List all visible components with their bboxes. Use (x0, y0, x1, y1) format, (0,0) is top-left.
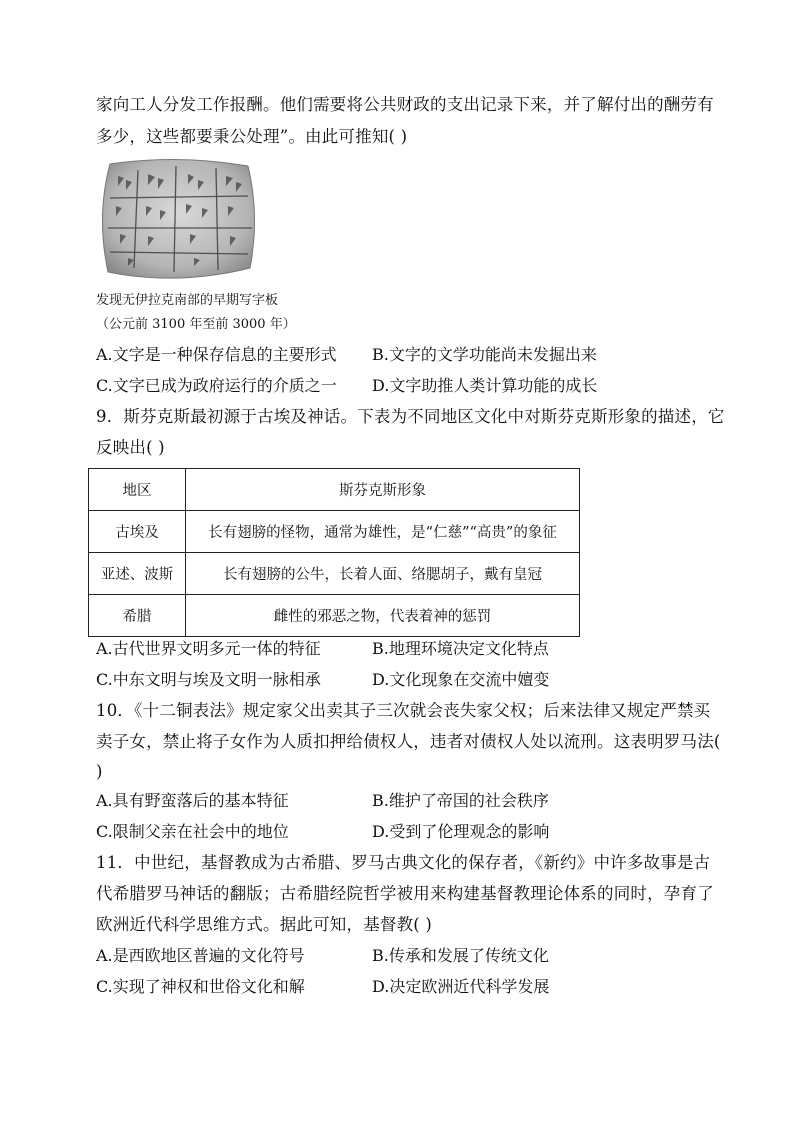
sphinx-table (88, 468, 580, 637)
question-text-line: 多少，这些都要秉公处理”。由此可推知( ) (96, 127, 408, 146)
table-row (89, 511, 580, 553)
question-11-text: 欧洲近代科学思维方式。据此可知，基督教( ) (96, 915, 433, 934)
option-c[interactable]: C.实现了神权和世俗文化和解 (96, 977, 305, 996)
table-cell: 古埃及 (89, 511, 186, 553)
table-row (89, 595, 580, 637)
figure-date: （公元前 3100 年至前 3000 年） (96, 317, 296, 332)
option-b[interactable]: B.维护了帝国的社会秩序 (372, 791, 549, 810)
question-10-text: ) (96, 762, 103, 781)
question-text-line: 家向工人分发工作报酬。他们需要将公共财政的支出记录下来，并了解付出的酬劳有 (96, 95, 714, 114)
option-a[interactable]: A.古代世界文明多元一体的特征 (96, 639, 321, 658)
question-9-text: 反映出( ) (96, 438, 165, 457)
option-b[interactable]: B.传承和发展了传统文化 (372, 946, 549, 965)
option-c[interactable]: C.限制父亲在社会中的地位 (96, 822, 289, 841)
table-header-cell: 地区 (89, 469, 186, 511)
cuneiform-tablet-image (98, 156, 258, 282)
question-11-text: 代希腊罗马神话的翻版；古希腊经院哲学被用来构建基督教理论体系的同时，孕育了 (96, 884, 714, 903)
table-cell: 亚述、波斯 (89, 553, 186, 595)
table-cell: 希腊 (89, 595, 186, 637)
option-a[interactable]: A.文字是一种保存信息的主要形式 (96, 345, 337, 364)
figure-caption: 发现无伊拉克南部的早期写字板 (96, 293, 279, 308)
question-10-text: 卖子女，禁止将子女作为人质扣押给债权人，违者对债权人处以流刑。这表明罗马法( (96, 732, 721, 751)
table-cell: 长有翅膀的公牛，长着人面、络腮胡子，戴有皇冠 (186, 553, 580, 595)
question-11-text: 11．中世纪，基督教成为古希腊、罗马古典文化的保存者，《新约》中许多故事是古 (96, 853, 711, 872)
option-d[interactable]: D.决定欧洲近代科学发展 (372, 977, 550, 996)
table-cell: 长有翅膀的怪物，通常为雄性，是“仁慈”“高贵”的象征 (186, 511, 580, 553)
question-10-text: 10．《十二铜表法》规定家父出卖其子三次就会丧失家父权；后来法律又规定严禁买 (96, 701, 711, 720)
option-c[interactable]: C.文字已成为政府运行的介质之一 (96, 376, 337, 395)
option-a[interactable]: A.是西欧地区普遍的文化符号 (96, 946, 305, 965)
table-header-row (89, 469, 580, 511)
table-header-cell: 斯芬克斯形象 (186, 469, 580, 511)
table-row (89, 553, 580, 595)
question-9-text: 9．斯芬克斯最初源于古埃及神话。下表为不同地区文化中对斯芬克斯形象的描述，它 (96, 407, 725, 426)
option-a[interactable]: A.具有野蛮落后的基本特征 (96, 791, 289, 810)
option-d[interactable]: D.文字助推人类计算功能的成长 (372, 376, 598, 395)
option-c[interactable]: C.中东文明与埃及文明一脉相承 (96, 670, 321, 689)
option-b[interactable]: B.文字的文学功能尚未发掘出来 (372, 345, 597, 364)
option-d[interactable]: D.文化现象在交流中嬗变 (372, 670, 550, 689)
option-d[interactable]: D.受到了伦理观念的影响 (372, 822, 550, 841)
option-b[interactable]: B.地理环境决定文化特点 (372, 639, 549, 658)
table-cell: 雌性的邪恶之物，代表着神的惩罚 (186, 595, 580, 637)
